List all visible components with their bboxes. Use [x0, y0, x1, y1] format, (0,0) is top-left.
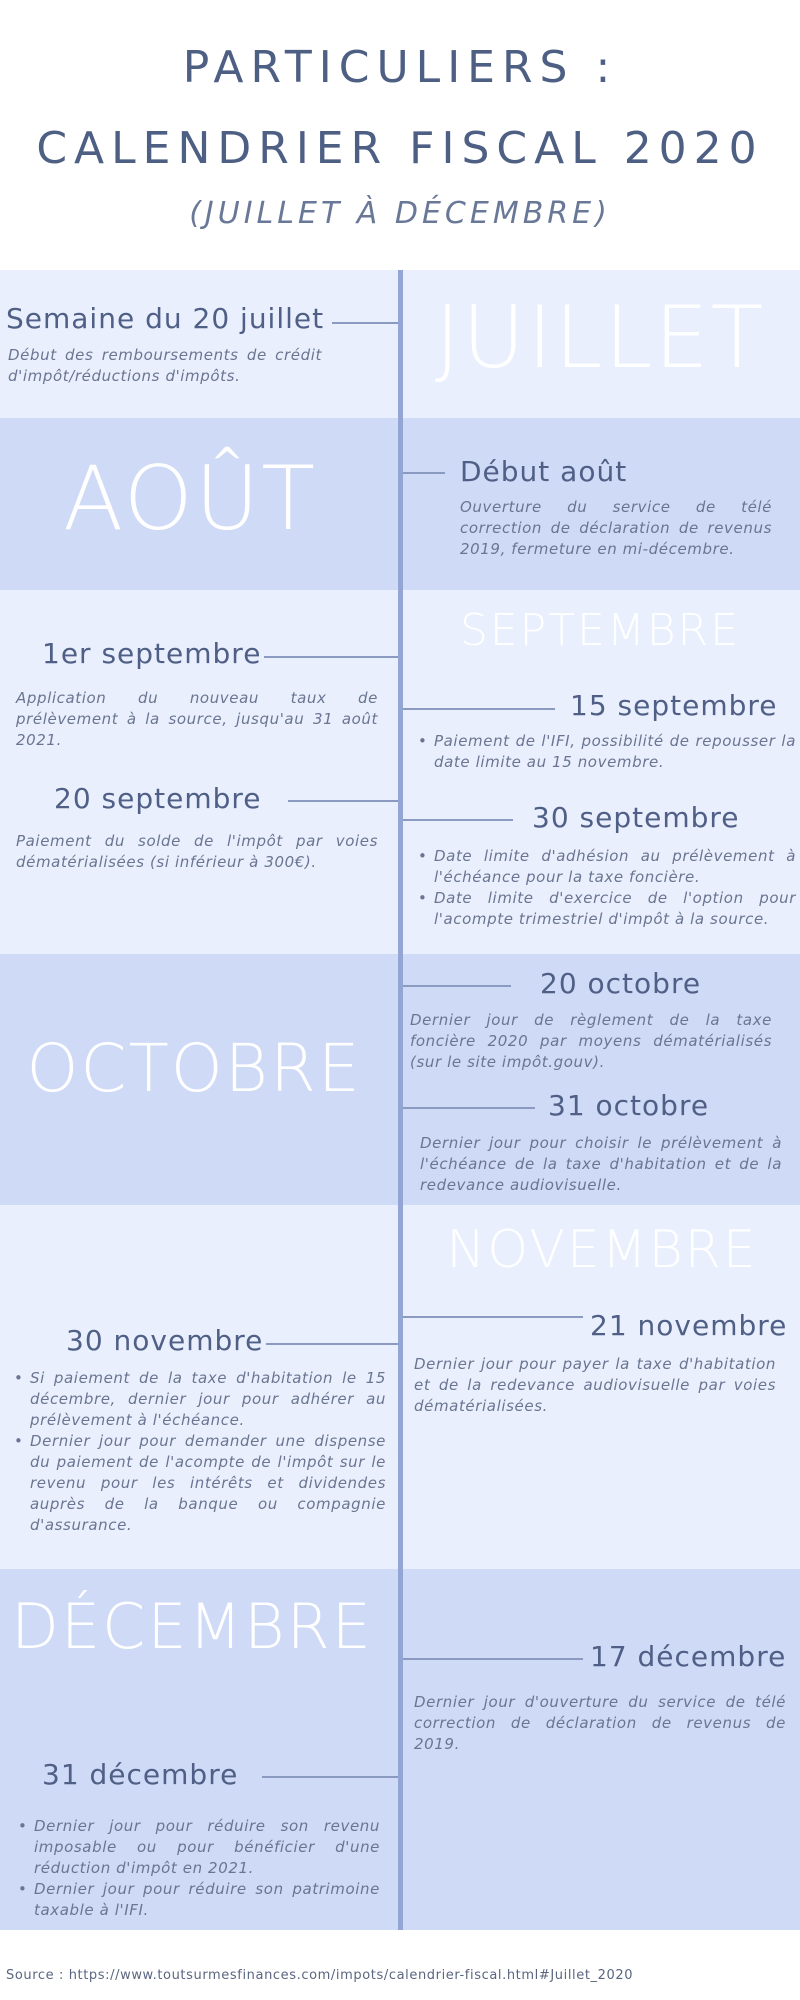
event-date-1er-septembre: 1er septembre — [42, 637, 262, 670]
event-date-15-septembre: 15 septembre — [570, 689, 778, 722]
page-title-line-1: PARTICULIERS : — [182, 42, 618, 93]
event-date-17-decembre: 17 décembre — [590, 1640, 787, 1673]
header — [0, 0, 800, 270]
event-desc-17-decembre: Dernier jour d'ouverture du service de télé correction de déclaration de revenus de 2019. — [414, 1693, 786, 1753]
event-desc-21-novembre: Dernier jour pour payer la taxe d'habitation et de la redevance audiovisuelle par voies dématérialisées. — [414, 1355, 776, 1415]
page-subtitle: (JUILLET À DÉCEMBRE) — [189, 196, 611, 231]
month-novembre: NOVEMBRE — [446, 1220, 758, 1280]
event-date-31-octobre: 31 octobre — [548, 1089, 710, 1122]
list-item: • Dernier jour pour réduire son patrimoine taxable à l'IFI. — [18, 1879, 380, 1921]
timeline-spine — [398, 270, 403, 1930]
connector-21-novembre — [403, 1316, 583, 1318]
connector-15-septembre — [403, 708, 555, 710]
connector-20-septembre — [288, 800, 398, 802]
connector-17-decembre — [403, 1658, 583, 1660]
event-desc-debut-aout: Ouverture du service de télé correction de déclaration de revenus 2019, fermeture en mi-décembre. — [460, 498, 772, 558]
event-date-30-septembre: 30 septembre — [532, 801, 740, 834]
connector-31-decembre — [262, 1776, 398, 1778]
list-item: • Date limite d'exercice de l'option pour l'acompte trimestriel d'impôt à la source. — [418, 888, 796, 930]
month-aout: AOÛT — [62, 447, 318, 550]
event-desc-1er-septembre: Application du nouveau taux de prélèvement à la source, jusqu'au 31 août 2021. — [16, 689, 378, 749]
list-item: • Dernier jour pour réduire son revenu imposable ou pour bénéficier d'une réduction d'impôt en 2021. — [18, 1816, 380, 1879]
connector-31-octobre — [403, 1107, 535, 1109]
event-desc-semaine-20-juillet: Début des remboursements de crédit d'impôt/réductions d'impôts. — [8, 346, 322, 385]
event-list-30-novembre — [14, 1368, 386, 1536]
month-septembre: SEPTEMBRE — [459, 605, 741, 656]
connector-30-novembre — [266, 1343, 398, 1345]
list-item: • Paiement de l'IFI, possibilité de repousser la date limite au 15 novembre. — [418, 731, 796, 773]
event-date-20-septembre: 20 septembre — [54, 782, 262, 815]
source-link[interactable]: Source : https://www.toutsurmesfinances.com/impots/calendrier-fiscal.html#Juillet_2020 — [6, 1968, 634, 1983]
event-date-semaine-20-juillet: Semaine du 20 juillet — [6, 302, 325, 335]
page-title-line-2: CALENDRIER FISCAL 2020 — [36, 123, 764, 174]
connector-20-octobre — [403, 985, 511, 987]
event-date-20-octobre: 20 octobre — [540, 967, 702, 1000]
month-octobre: OCTOBRE — [26, 1030, 362, 1107]
list-item: • Si paiement de la taxe d'habitation le 15 décembre, dernier jour pour adhérer au prélèvement à l'échéance. — [14, 1368, 386, 1431]
month-decembre: DÉCEMBRE — [11, 1590, 373, 1663]
event-desc-20-octobre: Dernier jour de règlement de la taxe foncière 2020 par moyens dématérialisés (sur le site impôt.gouv). — [410, 1011, 772, 1071]
event-desc-31-octobre: Dernier jour pour choisir le prélèvement à l'échéance de la taxe d'habitation et de la redevance audiovisuelle. — [420, 1134, 782, 1194]
event-date-21-novembre: 21 novembre — [590, 1309, 788, 1342]
month-juillet: JUILLET — [434, 288, 766, 388]
connector-30-septembre — [403, 819, 513, 821]
connector-semaine-20-juillet — [332, 322, 398, 324]
event-date-debut-aout: Début août — [460, 455, 628, 488]
event-date-31-decembre: 31 décembre — [42, 1758, 239, 1791]
event-date-30-novembre: 30 novembre — [66, 1324, 264, 1357]
connector-debut-aout — [403, 472, 445, 474]
list-item: • Dernier jour pour demander une dispense du paiement de l'acompte de l'impôt sur le revenu pour les intérêts et dividendes auprès de la banque ou compagnie d'assurance. — [14, 1431, 386, 1536]
event-list-30-septembre — [418, 846, 796, 930]
connector-1er-septembre — [264, 656, 398, 658]
list-item: • Date limite d'adhésion au prélèvement à l'échéance pour la taxe foncière. — [418, 846, 796, 888]
event-desc-20-septembre: Paiement du solde de l'impôt par voies dématérialisées (si inférieur à 300€). — [16, 832, 378, 871]
event-list-15-septembre — [418, 731, 796, 773]
event-list-31-decembre — [18, 1816, 380, 1921]
